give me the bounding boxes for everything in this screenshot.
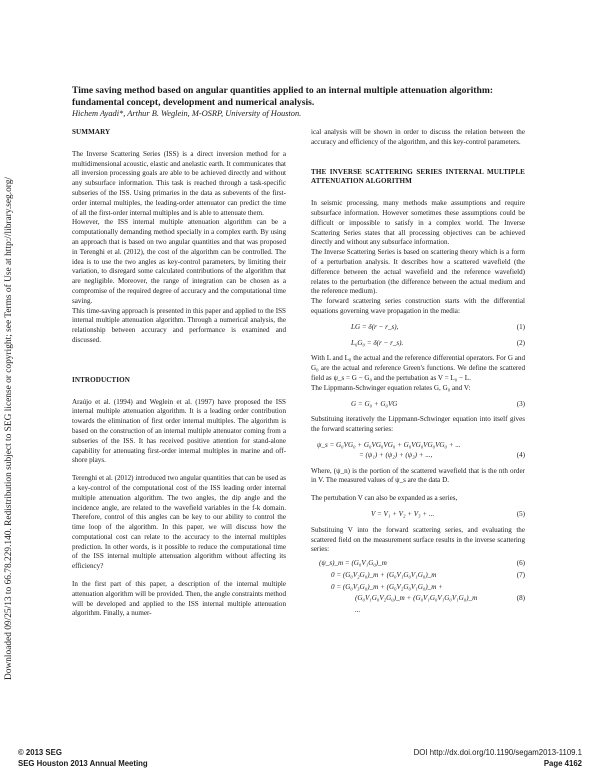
summary-heading: SUMMARY	[72, 128, 111, 136]
paper-authors: Hichem Ayadi*, Arthur B. Weglein, M-OSRP, University of Houston.	[72, 109, 302, 118]
pertubation-paragraph: The pertubation V can also be expanded as a series,	[311, 494, 458, 503]
introduction-paragraph-1: Araújo et al. (1994) and Weglein et al. (1997) have proposed the ISS internal multiple attenuation algorithm. It is a leading order contribution towards the elimination of first order internal multiples. The algorithm is based on the construction of an internal multiple attenuator coming from a subseries of the ISS. It has received positive attention for stand-alone capability for attenuating first-order internal multiples in marine and off-shore plays.	[72, 397, 286, 465]
equation-2-number: (2)	[516, 338, 525, 347]
copyright-text: © 2013 SEG	[18, 748, 62, 757]
equation-1-number: (1)	[516, 322, 525, 331]
equation-6-number: (6)	[516, 559, 525, 568]
paper-title: Time saving method based on angular quantities applied to an internal multiple attenuation algorithm: fundamental concept, development and numerical analysis.	[72, 85, 494, 108]
equation-6-body: (ψ_s)_m = (G₀V₁G₀)_m	[319, 559, 387, 568]
download-notice: Downloaded 09/25/13 to 66.78.229.140. Redistribution subject to SEG license or copyright; see Terms of Use at http://library.seg.org/	[4, 176, 14, 680]
equation-1	[311, 323, 525, 333]
equation-2-body: L₀G₀ = δ(r − r_s).	[351, 338, 404, 347]
introduction-heading: INTRODUCTION	[72, 375, 130, 384]
meeting-text: SEG Houston 2013 Annual Meeting	[18, 759, 148, 768]
footer-right	[414, 747, 582, 769]
equation-4b-body: = (ψ₁) + (ψ₂) + (ψ₃) + ...,	[359, 450, 433, 459]
introduction-paragraph-2: Terenghi et al. (2012) introduced two angular quantities that can be used as a key-control of the computational cost of the ISS leading order internal multiple attenuation algorithm. The two angles, the dip angle and the incidence angle, are related to the wavefield variables in the f-k domain. Therefore, control of this angles can be key to our ability to control the time loop of the algorithm. In this paper, we will discuss how the computational cost can relate to the accuracy to the internal multiples prediction. In other words, is it possible to reduce the computational time of the ISS internal multiple attenuation algorithm without affecting its efficiency?	[72, 474, 286, 571]
summary-paragraph-3: This time-saving approach is presented in this paper and applied to the ISS internal multiple attenuation algorithm. Through a numerical analysis, the relationship between accuracy and performance is examined and discussed.	[72, 306, 286, 344]
summary-paragraph-1: The Inverse Scattering Series (ISS) is a direct inversion method for a multidimensional acoustic, elastic and anelastic earth. It communicates that all inversion processing goals are able to be achieved directly and without any subsurface information. This task is reached through a task-specific subseries of the ISS. Using primaries in the data as subevents of the first-order internal multiples, the leading-order attenuator can predict the time of all the first-order internal multiples and is able to attenuate them.	[72, 149, 286, 217]
left-column	[72, 128, 286, 627]
page-footer	[18, 747, 582, 769]
footer-left	[18, 747, 148, 769]
equation-continuation	[311, 606, 525, 616]
equation-1-body: LG = δ(r − r_s),	[351, 322, 399, 331]
portion-paragraph: Where, (ψ_n) is the portion of the scattered wavefield that is the nth order in V. The measured values of ψ_s are the data D.	[311, 466, 525, 485]
iss-section-heading: THE INVERSE SCATTERING SERIES INTERNAL MULTIPLE ATTENUATION ALGORITHM	[311, 167, 525, 186]
equation-6	[311, 559, 525, 569]
inverse-series-paragraph: Substituing V into the forward scattering series, and evaluating the scattered field on the measurement surface results in the inverse scattering series:	[311, 525, 525, 554]
equation-7-number: (7)	[516, 570, 525, 579]
equation-3-number: (3)	[516, 399, 525, 408]
iss-paragraph-3: The forward scattering series construction starts with the differential equations governing wave propagation in the media:	[311, 297, 525, 315]
equation-8b	[311, 594, 525, 604]
introduction-paragraph-3: In the first part of this paper, a description of the internal multiple attenuation algorithm will be provided. Then, the angle constraints method will be developed and applied to the ISS internal multiple attenuation algorithm. Finally, a numer-	[72, 580, 286, 618]
equation-8a	[311, 583, 525, 593]
equation-2	[311, 339, 525, 349]
iss-paragraph-1: In seismic processing, many methods make assumptions and require subsurface information. However sometimes these assumptions could be difficult or impossible to satisfy in a complex world. The Inverse Scattering Series states that all processing objectives can be achieved directly and without any subsurface information.	[311, 199, 525, 247]
equation-4a-body: ψ_s = G₀VG₀ + G₀VG₀VG₀ + G₀VG₀VG₀VG₀ + ...	[317, 440, 461, 449]
equation-7	[311, 571, 525, 581]
forward-series-paragraph: Substituing iteratively the Lippmann-Schwinger equation into itself gives the forward scattering series:	[311, 415, 525, 434]
numerical-analysis-continuation: ical analysis will be shown in order to discuss the relation between the accuracy and efficiency of the algorithm, and this key-control parameters.	[311, 128, 525, 146]
equation-5	[311, 510, 525, 520]
operators-paragraph: With L and L₀ the actual and the reference differential operators. For G and G₀ are the actual and reference Green's functions. We define the scattered field as ψ_s = G − G₀ and the pertubation as V = L₀ − L.	[311, 354, 525, 382]
equation-4-number: (4)	[516, 450, 525, 459]
equation-4a	[311, 441, 525, 451]
equation-dots: ...	[355, 606, 361, 615]
equation-4b	[311, 451, 525, 461]
equation-8a-body: 0 = (G₀V₃G₀)_m + (G₀V₂G₀V₁G₀)_m +	[331, 582, 443, 591]
equation-3-body: G = G₀ + G₀VG	[351, 399, 398, 408]
equation-8b-body: (G₀V₁G₀V₂G₀)_m + (G₀V₁G₀V₁G₀V₁G₀)_m	[355, 594, 478, 603]
equation-5-body: V = V₁ + V₂ + V₃ + ...	[371, 509, 435, 518]
equation-7-body: 0 = (G₀V₂G₀)_m + (G₀V₁G₀V₁G₀)_m	[331, 570, 437, 579]
equation-3	[311, 400, 525, 410]
summary-paragraph-2: However, the ISS internal multiple attenuation algorithm can be a computationally demanding method specially in a complex earth. By using an approach that is based on two angular quantities and that was proposed in Terenghi et al. (2012), the cost of the algorithm can be controlled. The idea is to use the two angles as key-control parameters, by limiting their variation, to disregard some calculated contributions of the algorithm that are negligible. Moreover, the range of integration can be chosen as a compromise of the required degree of accuracy and the computational time saving.	[72, 218, 286, 305]
equation-5-number: (5)	[516, 509, 525, 518]
iss-paragraph-2: The Inverse Scattering Series is based on scattering theory which is a form of a perturbation analysis. It describes how a scattered wavefield (the difference between the actual wavefield and the reference wavefield) relates to the perturbation (the difference between the actual medium and the reference medium).	[311, 248, 525, 296]
page-number: Page 4162	[543, 759, 582, 768]
right-column	[311, 128, 525, 616]
equation-8-number: (8)	[516, 594, 525, 603]
lippmann-schwinger-paragraph: The Lippmann-Schwinger equation relates G, G₀ and V:	[311, 383, 471, 392]
download-sidebar	[4, 120, 18, 680]
doi-link[interactable]: DOI http://dx.doi.org/10.1190/segam2013-1109.1	[413, 748, 582, 757]
